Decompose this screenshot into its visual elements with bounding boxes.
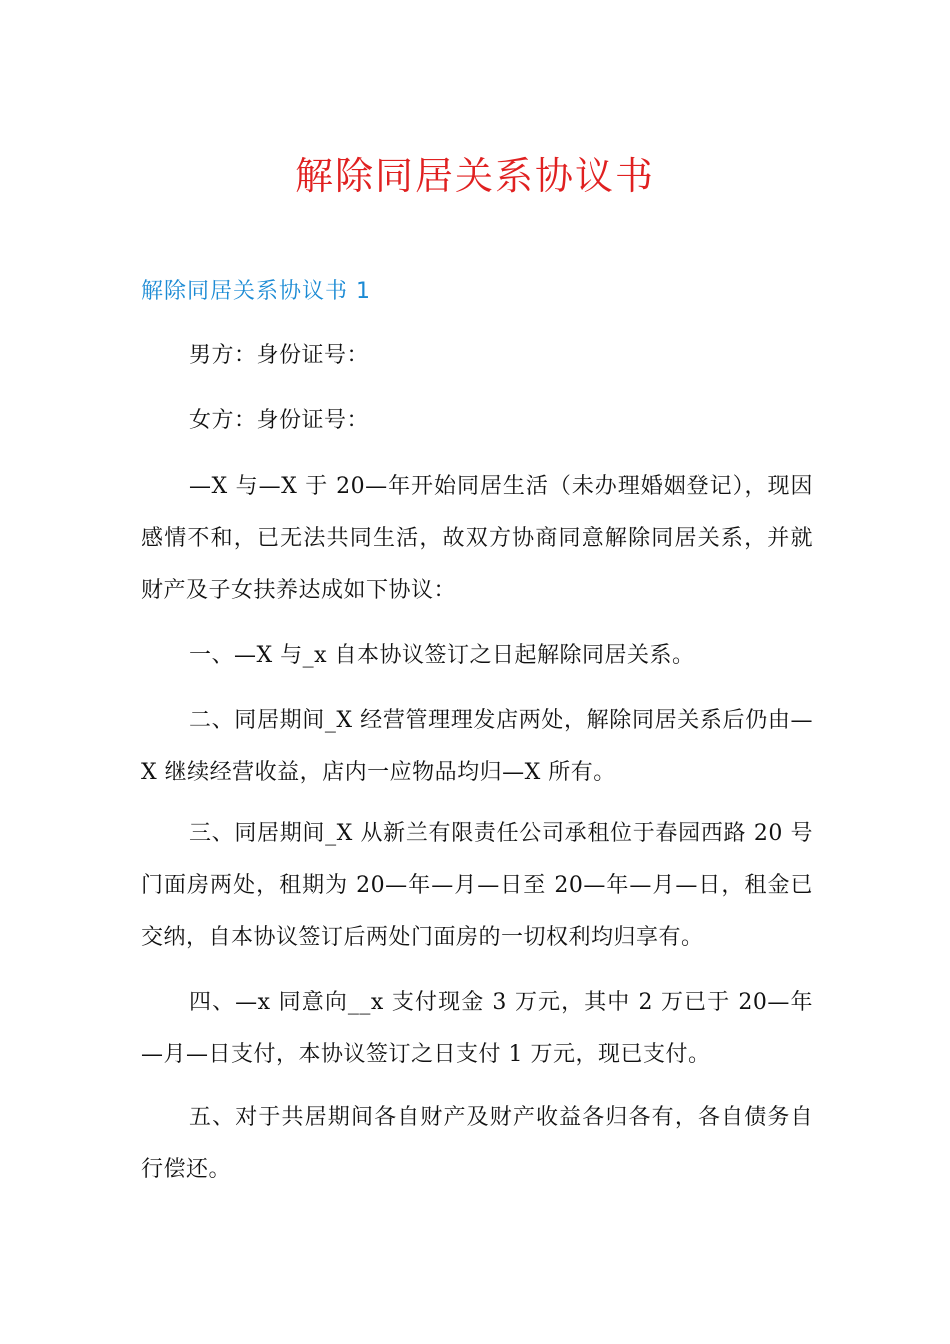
paragraph-clause-5: 五、对于共居期间各自财产及财产收益各归各有，各自债务自行偿还。	[141, 1105, 813, 1182]
paragraph-clause-3: 三、同居期间_X 从新兰有限责任公司承租位于春园西路 20 号门面房两处，租期为 20—年—月—日至 20—年—月—日，租金已交纳，自本协议签订后两处门面房的一切权利均归享有。	[141, 821, 813, 950]
section-heading: 解除同居关系协议书 1	[141, 279, 371, 304]
paragraph-female-party: 女方：身份证号：	[189, 408, 370, 433]
paragraph-clause-4: 四、—x 同意向__x 支付现金 3 万元，其中 2 万已于 20—年—月—日支付，本协议签订之日支付 1 万元，现已支付。	[141, 990, 813, 1067]
paragraph-preamble: —X 与—X 于 20—年开始同居生活（未办理婚姻登记），现因感情不和，已无法共同生活，故双方协商同意解除同居关系，并就财产及子女扶养达成如下协议：	[141, 474, 813, 603]
paragraph-clause-1: 一、—X 与_x 自本协议签订之日起解除同居关系。	[189, 643, 695, 668]
paragraph-clause-2: 二、同居期间_X 经营管理理发店两处，解除同居关系后仍由—X 继续经营收益，店内一应物品均归—X 所有。	[141, 708, 813, 785]
document-title: 解除同居关系协议书	[294, 154, 655, 198]
paragraph-male-party: 男方：身份证号：	[189, 343, 370, 368]
